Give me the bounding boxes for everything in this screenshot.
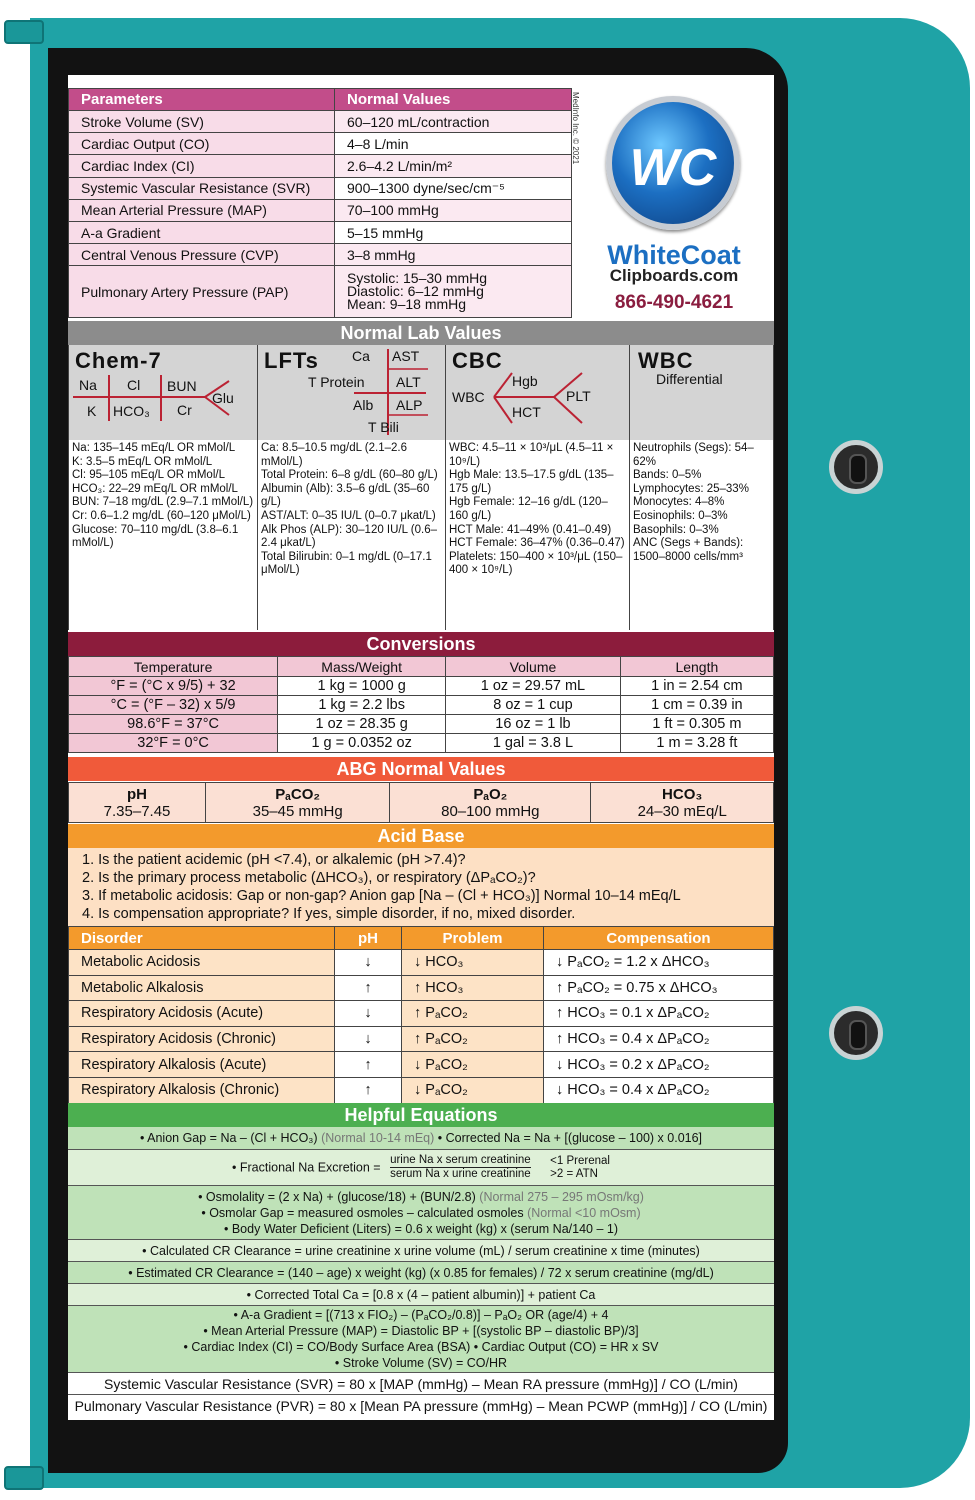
card-code: 21-1: [68, 75, 89, 86]
param-value: 4–8 L/min: [335, 133, 572, 155]
chem7-title: Chem-7: [75, 348, 162, 373]
chem7-k: K: [87, 403, 97, 419]
param-name: Central Venous Pressure (CVP): [69, 244, 335, 266]
chem7-line: BUN: 7–18 mg/dL (2.9–7.1 mMol/L): [72, 496, 254, 509]
wbc-differential-header: [630, 345, 774, 440]
param-name: Cardiac Output (CO): [69, 133, 335, 155]
eq-fena-denominator: serum Na x urine creatinine: [390, 1168, 531, 1180]
logo-letters: WC: [629, 139, 717, 197]
cbc-line: HCT Female: 36–47% (0.36–0.47): [449, 537, 625, 550]
eq-fena-result: [550, 1155, 610, 1181]
abg-cell: [69, 783, 206, 823]
lft-line: Total Protein: 6–8 g/dL (60–80 g/L): [261, 469, 438, 482]
conv-cell: 1 kg = 1000 g: [278, 677, 446, 696]
param-value: 900–1300 dyne/sec/cm⁻⁵: [335, 177, 572, 199]
lft-line: AST/ALT: 0–35 IU/L (0–0.7 μkat/L): [261, 509, 436, 522]
equations-title: Helpful Equations: [68, 1103, 774, 1127]
chem7-line: HCO₃: 22–29 mEq/L OR mMol/L: [72, 482, 238, 495]
eq-ccr-estimated: • Estimated CR Clearance = (140 – age) x weight (kg) (x 0.85 for females) / 72 x serum creatinine (mg/dL): [128, 1265, 714, 1280]
cbc-line: Platelets: 150–400 × 10³/μL (150–400 × 10⁹/L): [449, 550, 623, 577]
lft-alp: ALP: [396, 397, 423, 413]
chem7-hco3: HCO₃: [113, 403, 150, 419]
lft-tprotein: T Protein: [308, 374, 365, 390]
wbc-line: Basophils: 0–3%: [633, 523, 719, 536]
eq-osmolar-gap: • Osmolar Gap = measured osmoles – calculated osmoles: [201, 1205, 524, 1220]
conv-cell: 98.6°F = 37°C: [69, 715, 278, 734]
pap-mean: Mean: 9–18 mmHg: [347, 296, 467, 313]
cbc-wbc: WBC: [452, 389, 485, 405]
conv-cell: 1 in = 2.54 cm: [620, 677, 773, 696]
abg-value: 80–100 mmHg: [441, 802, 540, 820]
cbc-hgb: Hgb: [512, 373, 538, 389]
conv-cell: 1 kg = 2.2 lbs: [278, 696, 446, 715]
param-value: 70–100 mmHg: [335, 199, 572, 221]
lft-line: Total Bilirubin: 0–1 mg/dL (0–17.1 μMol/L): [261, 550, 432, 577]
conv-cell: 1 cm = 0.39 in: [620, 696, 773, 715]
eq-calcium-row: [68, 1284, 774, 1306]
problem: ↑ PₐCO₂: [402, 1001, 544, 1027]
chem7-bun: BUN: [167, 378, 197, 394]
eq-aa-gradient: • A-a Gradient = [(713 x FIO₂) – (PₐCO₂/0.8)] – PₐO₂ OR (age/4) + 4: [233, 1308, 609, 1322]
hinge-top: [4, 20, 44, 44]
param-name: Systemic Vascular Resistance (SVR): [69, 177, 335, 199]
conv-cell: °F = (°C x 9/5) + 32: [69, 677, 278, 696]
eq-anion-gap-note: (Normal 10-14 mEq): [321, 1131, 435, 1145]
brand-website: Clipboards.com: [609, 266, 739, 285]
eq-ccr-calculated: • Calculated CR Clearance = urine creatinine x urine volume (mL) / serum creatinine x time (minutes): [142, 1243, 700, 1258]
acid-base-questions: [68, 848, 774, 926]
ph-arrow: ↓: [335, 1001, 402, 1027]
cbc-plt: PLT: [566, 388, 591, 404]
ph-arrow: ↑: [335, 1052, 402, 1078]
lft-line: Ca: 8.5–10.5 mg/dL (2.1–2.6 mMol/L): [261, 442, 407, 468]
param-value: 2.6–4.2 L/min/m²: [335, 155, 572, 177]
conv-header: Length: [620, 657, 773, 677]
conv-cell: °C = (°F – 32) x 5/9: [69, 696, 278, 715]
wbc-values: [630, 440, 774, 630]
eq-ccr-calc-row: [68, 1240, 774, 1262]
acid-base-question: 2. Is the primary process metabolic (ΔHCO₃), or respiratory (ΔPₐCO₂)?: [82, 870, 536, 886]
param-value: 60–120 mL/contraction: [335, 111, 572, 133]
problem: ↓ PₐCO₂: [402, 1077, 544, 1103]
wbc-subtitle: Differential: [656, 371, 723, 387]
chem7-na: Na: [79, 377, 97, 393]
lft-ast: AST: [392, 348, 420, 364]
brand-phone: 866-490-4621: [614, 292, 734, 313]
compensation: ↑ HCO₃ = 0.4 x ΔPₐCO₂: [544, 1026, 774, 1052]
parameters-table: [68, 88, 572, 318]
wbc-line: Eosinophils: 0–3%: [633, 509, 728, 522]
chem7-line: Cl: 95–105 mEq/L OR mMol/L: [72, 469, 225, 482]
eq-osmolality-row: [68, 1186, 774, 1240]
eq-osmolality: • Osmolality = (2 x Na) + (glucose/18) + (BUN/2.8): [198, 1189, 476, 1204]
chem7-diagram: [68, 345, 258, 440]
ph-arrow: ↑: [335, 1077, 402, 1103]
conv-cell: 1 m = 3.28 ft: [620, 734, 773, 753]
conversions-table: [68, 656, 774, 753]
eq-fena-numerator: urine Na x serum creatinine: [390, 1154, 531, 1166]
problem: ↓ PₐCO₂: [402, 1052, 544, 1078]
wbc-line: Lymphocytes: 25–33%: [633, 482, 749, 495]
disorder-name: Respiratory Acidosis (Acute): [69, 1001, 335, 1027]
eq-fena-label: • Fractional Na Excretion =: [232, 1160, 381, 1175]
conv-header: Mass/Weight: [278, 657, 446, 677]
cbc-line: Hgb Male: 13.5–17.5 g/dL (135–175 g/L): [449, 469, 614, 495]
conv-cell: 16 oz = 1 lb: [446, 715, 621, 734]
whitecoat-logo: [606, 96, 740, 230]
hinge-bottom: [4, 1466, 44, 1490]
disorder-name: Metabolic Acidosis: [69, 950, 335, 976]
pap-values: [335, 266, 572, 318]
eq-fena-row: [68, 1150, 774, 1186]
lft-line: Albumin (Alb): 3.5–6 g/dL (35–60 g/L): [261, 482, 430, 509]
wbc-line: Bands: 0–5%: [633, 469, 702, 482]
abg-table: [68, 782, 774, 823]
eq-corrected-ca: • Corrected Total Ca = [0.8 x (4 – patient albumin)] + patient Ca: [246, 1287, 596, 1302]
abg-label: pH: [127, 785, 148, 803]
conv-header: Temperature: [69, 657, 278, 677]
eq-anion-gap-row: [68, 1127, 774, 1150]
wbc-line: Monocytes: 4–8%: [633, 496, 725, 509]
eq-fena-fraction: [390, 1154, 531, 1181]
ph-arrow: ↓: [335, 950, 402, 976]
conv-cell: 1 oz = 29.57 mL: [446, 677, 621, 696]
eq-svr-row: [68, 1373, 774, 1395]
abg-cell: [591, 783, 774, 823]
eq-stroke-volume: • Stroke Volume (SV) = CO/HR: [334, 1356, 508, 1370]
conv-cell: 1 g = 0.0352 oz: [278, 734, 446, 753]
cbc-title: CBC: [452, 348, 503, 373]
wbc-line: ANC (Segs + Bands): 1500–8000 cells/mm³: [633, 537, 744, 563]
cbc-hct: HCT: [512, 404, 541, 420]
cbc-line: HCT Male: 41–49% (0.41–0.49): [449, 523, 612, 536]
abg-value: 24–30 mEq/L: [637, 802, 727, 820]
acid-base-question: 1. Is the patient acidemic (pH <7.4), or alkalemic (pH >7.4)?: [82, 852, 466, 868]
brand-name: WhiteCoat: [607, 240, 741, 270]
cbc-line: WBC: 4.5–11 × 10³/μL (4.5–11 × 10⁹/L): [449, 442, 614, 468]
param-name: Stroke Volume (SV): [69, 111, 335, 133]
eq-map: • Mean Arterial Pressure (MAP) = Diastolic BP + [(systolic BP – diastolic BP)/3]: [203, 1324, 639, 1338]
eq-ci-co: • Cardiac Index (CI) = CO/Body Surface Area (BSA) • Cardiac Output (CO) = HR x SV: [183, 1340, 659, 1354]
value-header: Normal Values: [335, 89, 572, 111]
copyright: MedInfo Inc. © 2021: [571, 92, 580, 165]
eq-anion-gap: • Anion Gap = Na – (Cl + HCO₃): [139, 1131, 318, 1145]
abg-label: PₐO₂: [473, 785, 508, 803]
eq-fena-atn: >2 = ATN: [550, 1167, 598, 1180]
abg-title: ABG Normal Values: [68, 757, 774, 781]
ph-arrow: ↑: [335, 975, 402, 1001]
compensation-header: Compensation: [544, 927, 774, 950]
conv-cell: 1 ft = 0.305 m: [620, 715, 773, 734]
chem7-line: Na: 135–145 mEq/L OR mMol/L: [72, 442, 236, 454]
eq-pvr-row: [68, 1395, 774, 1417]
abg-cell: [206, 783, 390, 823]
conv-cell: 8 oz = 1 cup: [446, 696, 621, 715]
wbc-line: Neutrophils (Segs): 54–62%: [633, 442, 754, 468]
param-value: 3–8 mmHg: [335, 244, 572, 266]
param-name: Cardiac Index (CI): [69, 155, 335, 177]
compensation: ↑ PₐCO₂ = 0.75 x ΔHCO₃: [544, 975, 774, 1001]
conv-header: Volume: [446, 657, 621, 677]
ring-hole-bottom: [829, 1006, 883, 1060]
lft-alt: ALT: [396, 374, 421, 390]
disorder-name: Respiratory Alkalosis (Chronic): [69, 1077, 335, 1103]
eq-ccr-est-row: [68, 1262, 774, 1284]
abg-label: PₐCO₂: [275, 785, 321, 803]
acid-base-question: 3. If metabolic acidosis: Gap or non-gap? Anion gap [Na – (Cl + HCO₃)] Normal 10–14 mEq/L: [82, 888, 681, 904]
ph-arrow: ↓: [335, 1026, 402, 1052]
conv-cell: 1 oz = 28.35 g: [278, 715, 446, 734]
eq-hemodynamics-row: [68, 1306, 774, 1373]
disorder-name: Respiratory Alkalosis (Acute): [69, 1052, 335, 1078]
lab-values-title: Normal Lab Values: [68, 321, 774, 345]
ring-hole-top: [829, 440, 883, 494]
eq-osmolar-gap-note: (Normal <10 mOsm): [527, 1205, 641, 1220]
lft-values: [258, 440, 446, 630]
disorder-header: Disorder: [69, 927, 335, 950]
abg-label: HCO₃: [662, 785, 703, 803]
param-name: A-a Gradient: [69, 221, 335, 243]
disorder-name: Respiratory Acidosis (Chronic): [69, 1026, 335, 1052]
chem7-cr: Cr: [177, 402, 192, 418]
abg-value: 35–45 mmHg: [252, 802, 343, 820]
eq-svr: Systemic Vascular Resistance (SVR) = 80 x [MAP (mmHg) – Mean RA pressure (mmHg)] / CO (L/min): [104, 1375, 738, 1392]
chem7-cl: Cl: [127, 377, 141, 393]
abg-cell: [390, 783, 591, 823]
eq-corrected-na: • Corrected Na = Na + [(glucose – 100) x 0.016]: [437, 1131, 703, 1145]
conv-cell: 32°F = 0°C: [69, 734, 278, 753]
compensation: ↓ HCO₃ = 0.2 x ΔPₐCO₂: [544, 1052, 774, 1078]
acid-base-question: 4. Is compensation appropriate? If yes, simple disorder, if no, mixed disorder.: [82, 906, 576, 922]
chem7-glu: Glu: [212, 390, 234, 406]
disorder-name: Metabolic Alkalosis: [69, 975, 335, 1001]
eq-pvr: Pulmonary Vascular Resistance (PVR) = 80 x [Mean PA pressure (mmHg) – Mean PCWP (mmHg)] / CO (L/min): [74, 1398, 768, 1414]
lft-title: LFTs: [264, 348, 319, 373]
chem7-values: [68, 440, 258, 630]
chem7-line: Cr: 0.6–1.2 mg/dL (60–120 μMol/L): [72, 509, 251, 522]
param-name: Mean Arterial Pressure (MAP): [69, 199, 335, 221]
disorder-table: [68, 926, 774, 1104]
problem: ↓ HCO₃: [402, 950, 544, 976]
cbc-diagram: [446, 345, 630, 440]
abg-value: 7.35–7.45: [103, 802, 171, 820]
problem-header: Problem: [402, 927, 544, 950]
acid-base-title: Acid Base: [68, 824, 774, 848]
problem: ↑ PₐCO₂: [402, 1026, 544, 1052]
compensation: ↓ HCO₃ = 0.4 x ΔPₐCO₂: [544, 1077, 774, 1103]
lft-tbili: T Bili: [368, 419, 399, 435]
chem7-line: K: 3.5–5 mEq/L OR mMol/L: [72, 455, 213, 468]
conv-cell: 1 gal = 3.8 L: [446, 734, 621, 753]
lft-line: Alk Phos (ALP): 30–120 IU/L (0.6–2.4 μkat/L): [261, 523, 438, 550]
ph-header: pH: [335, 927, 402, 950]
eq-fena-prerenal: <1 Prerenal: [550, 1154, 610, 1167]
wbc-title: WBC: [638, 348, 694, 373]
param-header: Parameters: [69, 89, 335, 111]
brand-block: [574, 88, 774, 320]
cbc-line: Hgb Female: 12–16 g/dL (120–160 g/L): [449, 496, 608, 522]
param-value: 5–15 mmHg: [335, 221, 572, 243]
problem: ↑ HCO₃: [402, 975, 544, 1001]
eq-body-water: • Body Water Deficient (Liters) = 0.6 x weight (kg) x (serum Na/140 – 1): [224, 1221, 618, 1236]
lft-alb: Alb: [353, 397, 374, 413]
eq-osmolality-note: (Normal 275 – 295 mOsm/kg): [479, 1189, 644, 1204]
lft-diagram: [258, 345, 446, 440]
conversions-title: Conversions: [68, 632, 774, 656]
chem7-line: Glucose: 70–110 mg/dL (3.8–6.1 mMol/L): [72, 523, 239, 550]
pap-systolic: Systolic: 15–30 mmHg: [347, 270, 488, 287]
compensation: ↑ HCO₃ = 0.1 x ΔPₐCO₂: [544, 1001, 774, 1027]
param-name: Pulmonary Artery Pressure (PAP): [69, 266, 335, 318]
cbc-values: [446, 440, 630, 630]
pap-diastolic: Diastolic: 6–12 mmHg: [347, 283, 484, 300]
lft-ca: Ca: [352, 348, 370, 364]
compensation: ↓ PₐCO₂ = 1.2 x ΔHCO₃: [544, 950, 774, 976]
